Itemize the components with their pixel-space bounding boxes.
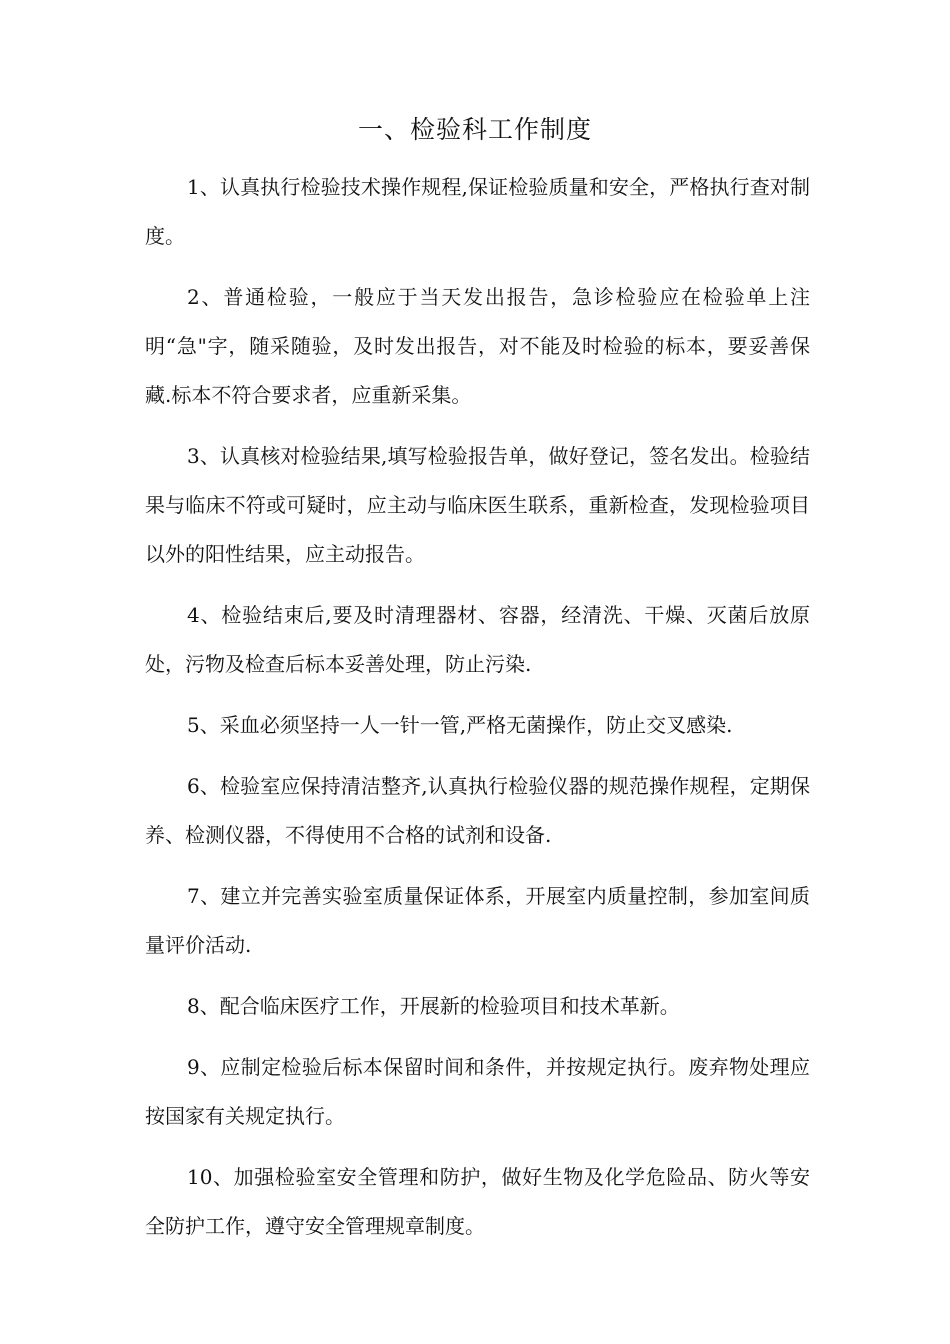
paragraph-9: 9、应制定检验后标本保留时间和条件，并按规定执行。废弃物处理应按国家有关规定执行。 (145, 1055, 810, 1128)
paragraph-8: 8、配合临床医疗工作，开展新的检验项目和技术革新。 (187, 994, 680, 1018)
paragraph-7: 7、建立并完善实验室质量保证体系，开展室内质量控制，参加室间质量评价活动. (145, 884, 810, 957)
paragraph-1: 1、认真执行检验技术操作规程,保证检验质量和安全，严格执行查对制度。 (145, 175, 810, 248)
paragraph-5: 5、采血必须坚持一人一针一管,严格无菌操作，防止交叉感染. (187, 713, 733, 737)
paragraph-2: 2、普通检验，一般应于当天发出报告，急诊检验应在检验单上注明“急"字，随采随验，及时发出报告，对不能及时检验的标本，要妥善保藏.标本不符合要求者，应重新采集。 (145, 285, 810, 407)
paragraph-4: 4、检验结束后,要及时清理器材、容器，经清洗、干燥、灭菌后放原处，污物及检查后标本妥善处理，防止污染. (145, 603, 810, 676)
document-title: 一、检验科工作制度 (357, 115, 592, 144)
paragraph-6: 6、检验室应保持清洁整齐,认真执行检验仪器的规范操作规程，定期保养、检测仪器，不得使用不合格的试剂和设备. (145, 774, 810, 847)
document-body (145, 163, 810, 1263)
paragraph-10: 10、加强检验室安全管理和防护，做好生物及化学危险品、防火等安全防护工作，遵守安全管理规章制度。 (145, 1165, 810, 1238)
paragraph-3: 3、认真核对检验结果,填写检验报告单，做好登记，签名发出。检验结果与临床不符或可疑时，应主动与临床医生联系，重新检查，发现检验项目以外的阳性结果，应主动报告。 (145, 444, 810, 566)
